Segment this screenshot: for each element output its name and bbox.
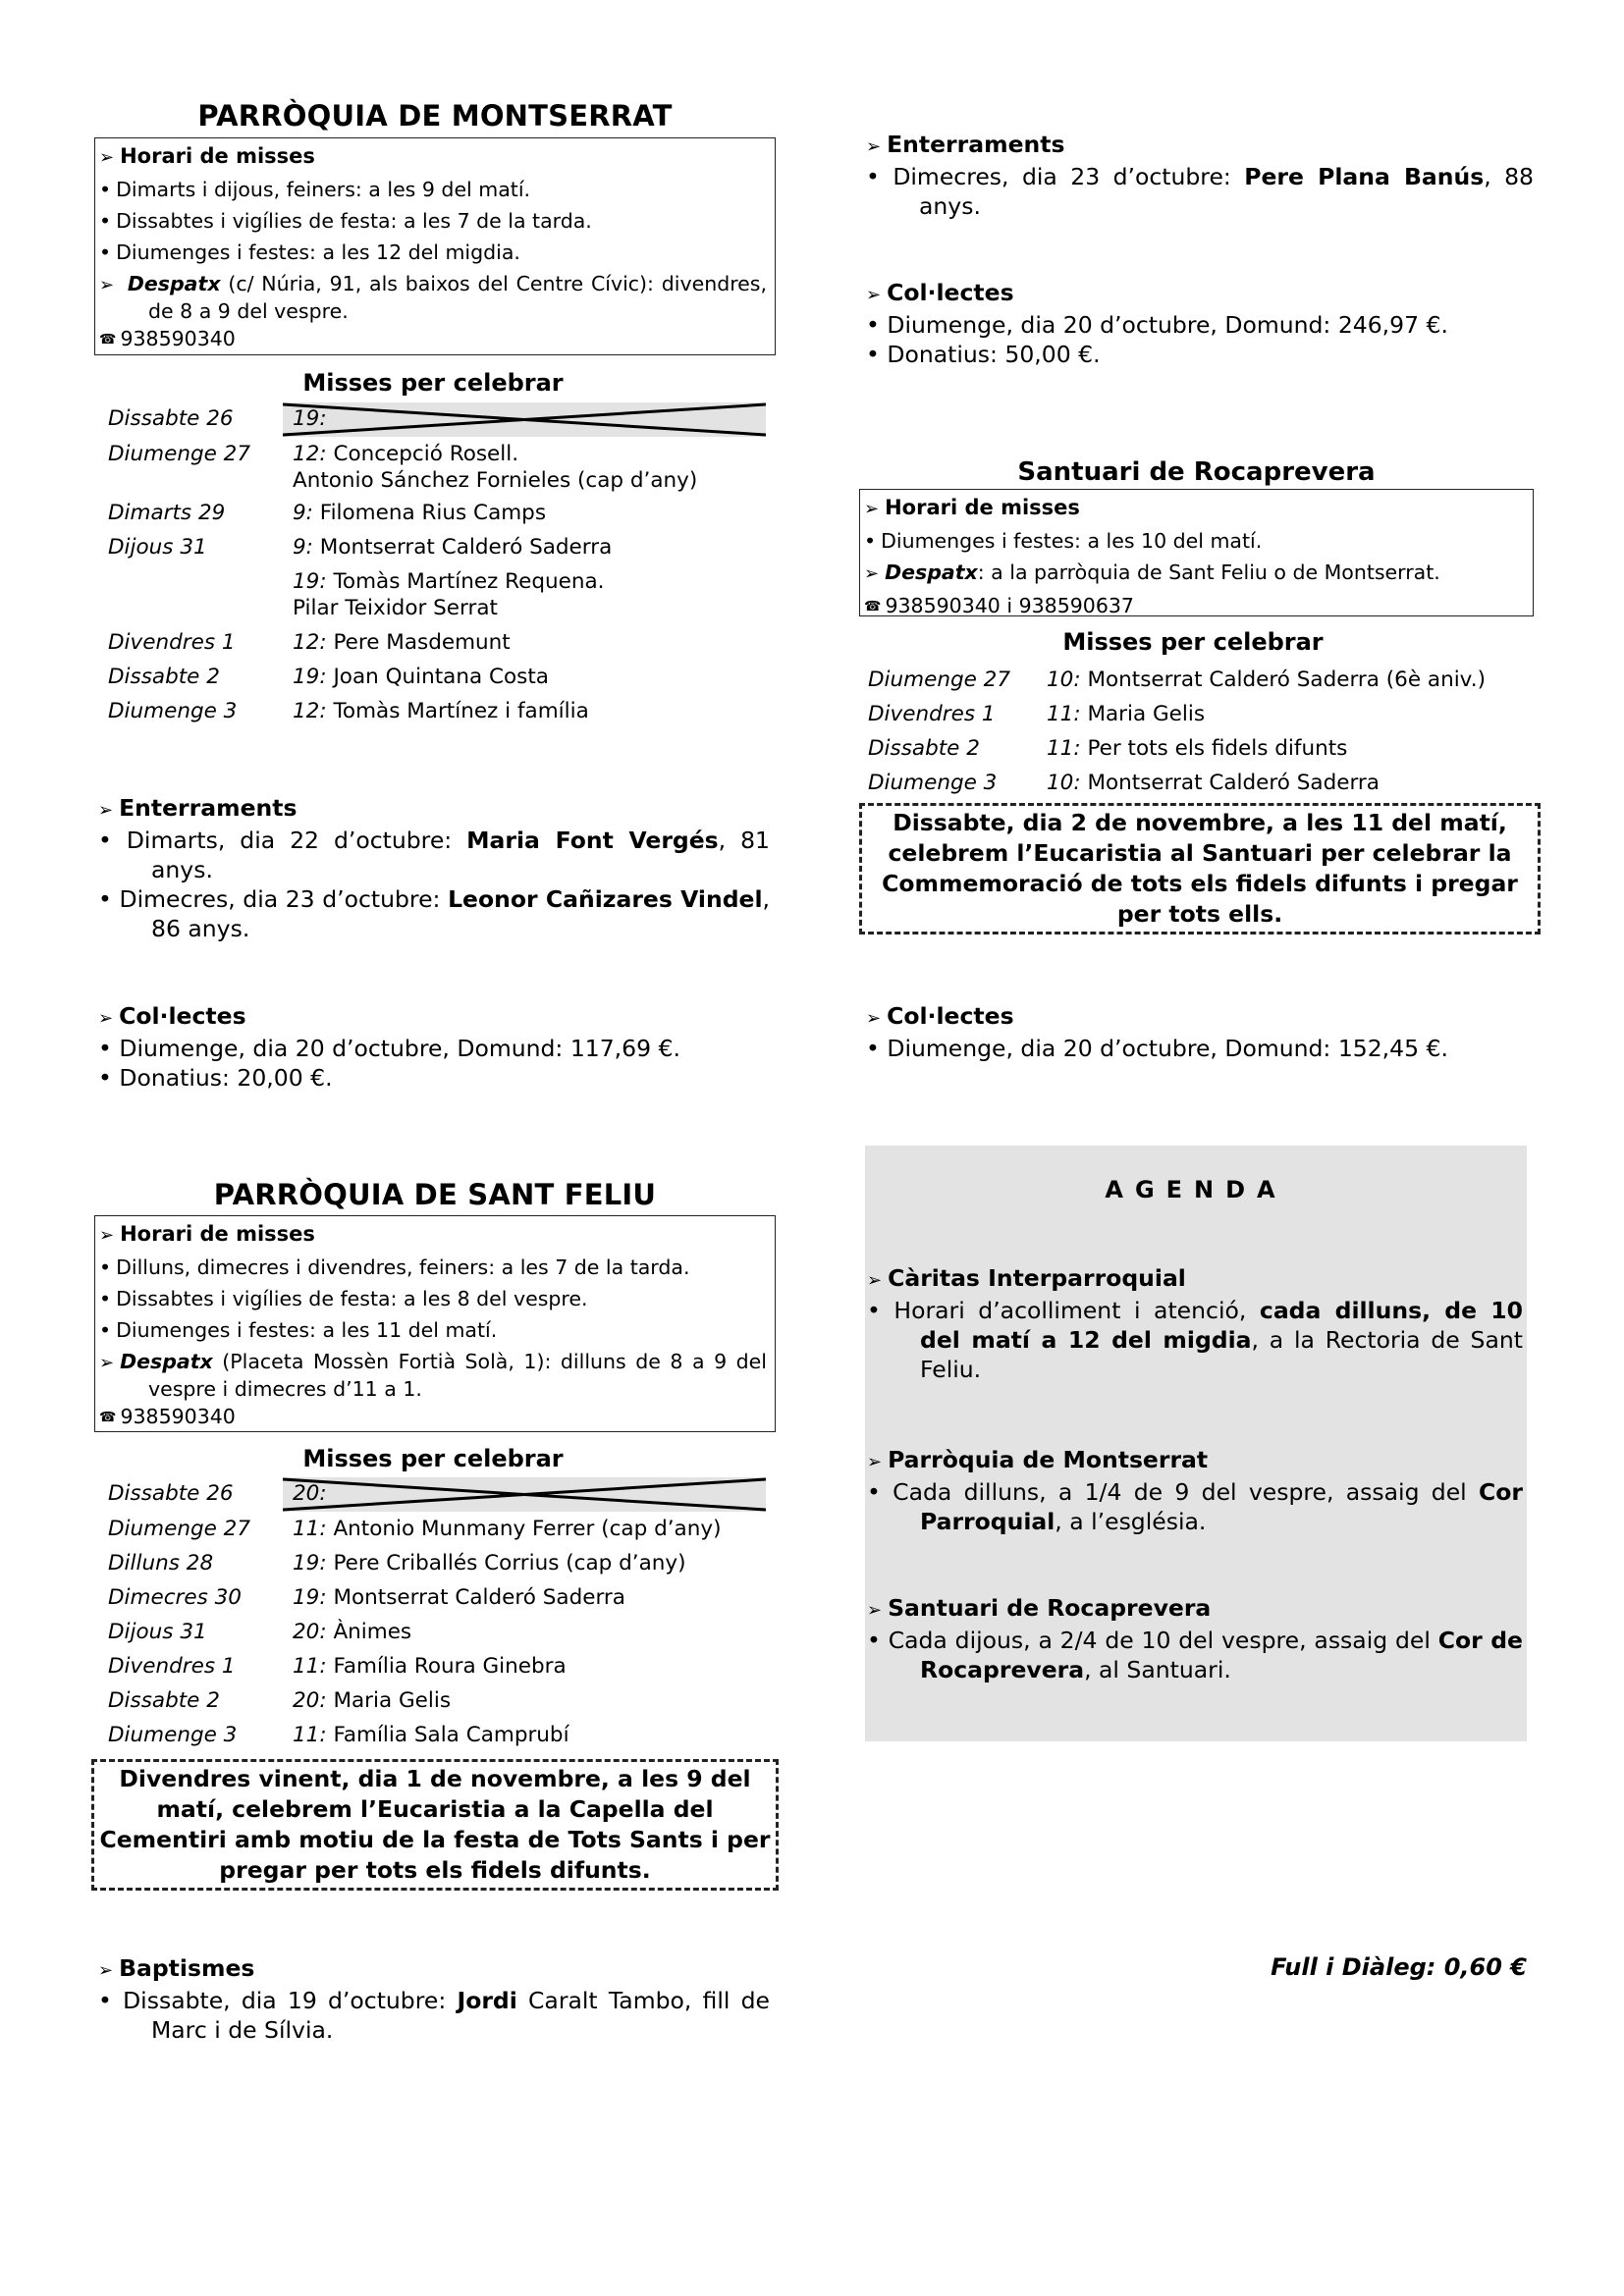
mass-entry	[293, 440, 518, 469]
mass-row	[868, 700, 996, 729]
mass-time: 11:	[1047, 702, 1081, 726]
mass-time: 19:	[293, 569, 327, 594]
collections-heading-text: Col·lectes	[119, 1002, 246, 1030]
agenda-item-text: • Cada dilluns, a 1/4 de 9 del vespre, assaig del Cor Parroquial, a l’església.	[867, 1478, 1523, 1535]
mass-intention: Montserrat Calderó Saderra (6è aniv.)	[1080, 667, 1486, 692]
arrowhead-bullet-icon: ➢	[99, 1225, 115, 1246]
mass-entry	[293, 697, 589, 726]
agenda-text-bold: cada dilluns, de 10 del matí a 12 del migdia	[920, 1297, 1523, 1354]
mass-row	[108, 1549, 213, 1578]
mass-intention: Antonio Sánchez Fornieles (cap d’any)	[293, 468, 698, 493]
mass-intention: Antonio Munmany Ferrer (cap d’any)	[326, 1517, 722, 1541]
bullet-icon: •	[99, 1318, 112, 1342]
mass-intention: Tomàs Martínez i família	[326, 699, 589, 723]
collection-item: • Diumenge, dia 20 d’octubre, Domund: 117,69 €.	[98, 1035, 680, 1062]
mass-entry	[293, 663, 549, 692]
mass-row	[108, 1721, 237, 1750]
agenda-item-heading-text: Càritas Interparroquial	[888, 1264, 1186, 1292]
mass-day: Dijous 31	[108, 535, 207, 560]
bullet-icon: •	[99, 209, 112, 233]
mass-day: Dissabte 2	[108, 1688, 220, 1713]
agenda-item	[867, 1593, 1523, 1684]
mass-entry	[1047, 666, 1486, 695]
arrowhead-bullet-icon: ➢	[98, 800, 114, 821]
mass-intention: Pere Criballés Corrius (cap d’any)	[326, 1551, 686, 1575]
arrowhead-bullet-icon: ➢	[98, 1960, 114, 1981]
bullet-icon: •	[99, 1255, 112, 1279]
burials-heading-text: Enterraments	[887, 131, 1065, 158]
arrowhead-bullet-icon: ➢	[99, 275, 115, 295]
rocaprevera-notice	[859, 803, 1541, 934]
schedule-line	[99, 205, 775, 237]
schedule-line-text: Dissabtes i vigílies de festa: a les 8 del vespre.	[116, 1287, 588, 1310]
mass-row	[868, 734, 980, 764]
agenda-text: , al Santuari.	[1084, 1656, 1231, 1683]
agenda-text: Cada dilluns, a 1/4 de 9 del vespre, assaig del	[893, 1478, 1480, 1506]
mass-day: Diumenge 27	[868, 667, 1011, 692]
arrowhead-bullet-icon: ➢	[867, 1452, 883, 1472]
montserrat-masses-title: Misses per celebrar	[302, 369, 564, 397]
arrowhead-bullet-icon: ➢	[866, 1008, 882, 1029]
mass-day: Dimarts 29	[108, 501, 226, 525]
mass-row	[108, 1652, 236, 1682]
collection-text: Diumenge, dia 20 d’octubre, Domund: 117,69 €.	[119, 1035, 680, 1062]
burial-item: • Dimecres, dia 23 d’octubre: Leonor Cañizares Vindel, 86 anys.	[98, 885, 771, 942]
montserrat-burials	[98, 793, 770, 943]
mass-intention: Concepció Rosell.	[326, 442, 519, 466]
mass-entry	[293, 533, 612, 562]
mass-intention: Per tots els fidels difunts	[1080, 736, 1348, 761]
mass-intention: Tomàs Martínez Requena.	[326, 569, 605, 594]
office-label: Despatx	[127, 272, 221, 295]
montserrat-title: PARRÒQUIA DE MONTSERRAT	[197, 99, 673, 133]
agenda-text: , a l’església.	[1055, 1508, 1207, 1535]
mass-row	[108, 1515, 250, 1544]
bulletin-price: Full i Diàleg: 0,60 €	[1271, 1953, 1527, 1981]
mass-entry-cont	[293, 466, 697, 496]
agenda-text-bold: Cor de Rocaprevera	[920, 1627, 1523, 1683]
mass-time: 20:	[293, 1620, 327, 1644]
phone-icon: ☎	[99, 332, 117, 347]
mass-day: Dissabte 26	[108, 1481, 234, 1506]
agenda-text: , a la Rectoria de Sant Feliu.	[920, 1326, 1523, 1383]
schedule-heading	[99, 1218, 775, 1252]
mass-row	[868, 666, 1010, 695]
phone-line	[99, 324, 775, 354]
mass-intention: Joan Quintana Costa	[326, 665, 549, 689]
office-hours	[99, 1346, 775, 1402]
burials-heading-text: Enterraments	[119, 794, 298, 822]
mass-row	[868, 769, 997, 798]
mass-entry	[293, 1686, 451, 1716]
rocaprevera-title: Santuari de Rocaprevera	[1017, 457, 1376, 487]
arrowhead-bullet-icon: ➢	[866, 136, 882, 157]
phone-line	[864, 590, 1533, 622]
mass-day: Diumenge 3	[868, 771, 998, 795]
mass-entry	[293, 1721, 569, 1750]
notice-text: Divendres vinent, dia 1 de novembre, a les 9 del matí, celebrem l’Eucaristia a la Capella del Cementiri amb motiu de la festa de Tots Sants i per pregar per tots els fidels difunts.	[99, 1765, 771, 1884]
mass-entry	[293, 499, 546, 528]
cross-out-mark	[283, 402, 766, 437]
notice-text: Dissabte, dia 2 de novembre, a les 11 del matí, celebrem l’Eucaristia al Santuari per celebrar la Commemoració de tots els fidels difunts i pregar per tots ells.	[882, 809, 1518, 928]
mass-time: 20:	[293, 1688, 327, 1713]
bullet-icon: •	[864, 529, 877, 553]
mass-intention: Família Roura Ginebra	[326, 1654, 567, 1679]
collections-continued	[866, 278, 1534, 369]
agenda-item-heading	[867, 1263, 1523, 1296]
mass-entry	[1047, 769, 1380, 798]
mass-intention: Maria Gelis	[326, 1688, 452, 1713]
mass-day: Divendres 1	[108, 1654, 236, 1679]
mass-row	[108, 1618, 207, 1647]
burial-date: Dimarts, dia 22 d’octubre:	[126, 827, 467, 854]
mass-entry	[293, 404, 327, 434]
baptism-name: Jordi	[457, 1987, 517, 2014]
rocaprevera-masses-title: Misses per celebrar	[1062, 628, 1324, 656]
mass-entry	[293, 628, 511, 658]
schedule-line-text: Dilluns, dimecres i divendres, feiners: a les 7 de la tarda.	[116, 1255, 690, 1279]
office-text: : a la parròquia de Sant Feliu o de Montserrat.	[977, 561, 1440, 584]
collections-heading-text: Col·lectes	[887, 279, 1014, 306]
mass-day: Dimecres 30	[108, 1585, 242, 1610]
mass-row	[108, 404, 234, 434]
arrowhead-bullet-icon: ➢	[98, 1008, 114, 1029]
burial-name: Pere Plana Banús	[1244, 163, 1485, 190]
schedule-line-text: Diumenges i festes: a les 12 del migdia.	[116, 240, 520, 264]
mass-entry	[293, 1549, 686, 1578]
bullet-icon: •	[99, 178, 112, 201]
baptism-item: • Dissabte, dia 19 d’octubre: Jordi Caralt Tambo, fill de Marc i de Sílvia.	[98, 1987, 770, 2044]
collections-heading	[866, 1001, 1534, 1034]
sant-feliu-schedule-box	[94, 1215, 776, 1432]
agenda-panel	[865, 1146, 1527, 1741]
baptisms	[98, 1953, 770, 2045]
schedule-line-text: Dimarts i dijous, feiners: a les 9 del matí.	[116, 178, 531, 201]
mass-time: 12:	[293, 630, 327, 655]
schedule-line-text: Diumenges i festes: a les 10 del matí.	[881, 529, 1263, 553]
mass-row	[108, 1583, 242, 1613]
collection-item: • Donatius: 20,00 €.	[98, 1064, 333, 1092]
mass-entry	[1047, 734, 1347, 764]
mass-row	[108, 1686, 220, 1716]
mass-row	[108, 697, 237, 726]
mass-day: Diumenge 3	[108, 1723, 238, 1747]
arrowhead-bullet-icon: ➢	[867, 1600, 883, 1621]
sant-feliu-masses-title: Misses per celebrar	[302, 1445, 564, 1472]
office-text: (Placeta Mossèn Fortià Solà, 1): dilluns de 8 a 9 del vespre i dimecres d’11 a 1.	[148, 1350, 767, 1401]
schedule-heading	[864, 492, 1533, 525]
mass-entry	[1047, 700, 1205, 729]
burial-date: Dimecres, dia 23 d’octubre:	[893, 163, 1245, 190]
mass-entry	[293, 1652, 567, 1682]
mass-row	[108, 663, 220, 692]
phone-number: 938590340 i 938590637	[885, 594, 1134, 617]
arrowhead-bullet-icon: ➢	[99, 1353, 115, 1373]
mass-intention: Filomena Rius Camps	[312, 501, 547, 525]
mass-day: Divendres 1	[868, 702, 996, 726]
mass-intention: Montserrat Calderó Saderra	[1080, 771, 1380, 795]
agenda-title: AGENDA	[1105, 1176, 1287, 1203]
schedule-line	[864, 525, 1533, 557]
rocaprevera-schedule-box	[859, 489, 1534, 616]
office-hours	[99, 268, 775, 324]
arrowhead-bullet-icon: ➢	[867, 1270, 883, 1291]
burial-item: • Dimarts, dia 22 d’octubre: Maria Font Vergés, 81 anys.	[98, 827, 770, 883]
mass-entry	[293, 1583, 625, 1613]
agenda-item-heading-text: Parròquia de Montserrat	[888, 1446, 1209, 1473]
agenda-item	[867, 1445, 1523, 1536]
mass-time: 19:	[293, 1551, 327, 1575]
burial-age: , 86 anys.	[151, 885, 771, 942]
mass-day: Dilluns 28	[108, 1551, 214, 1575]
cancelled-mass-row	[283, 1477, 766, 1512]
mass-time: 12:	[293, 699, 327, 723]
schedule-line	[99, 1283, 775, 1314]
agenda-item-heading	[867, 1593, 1523, 1626]
bullet-icon: •	[99, 240, 112, 264]
collections-heading	[866, 278, 1534, 310]
mass-row	[108, 628, 236, 658]
mass-row	[108, 533, 207, 562]
agenda-item-text: • Horari d’acolliment i atenció, cada dilluns, de 10 del matí a 12 del migdia, a la Rectoria de Sant Feliu.	[867, 1297, 1523, 1383]
mass-entry	[293, 1618, 411, 1647]
agenda-item-text: • Cada dijous, a 2/4 de 10 del vespre, assaig del Cor de Rocaprevera, al Santuari.	[867, 1627, 1523, 1683]
mass-time: 10:	[1047, 667, 1081, 692]
mass-time: 11:	[293, 1654, 327, 1679]
mass-time: 11:	[293, 1517, 327, 1541]
schedule-line-text: Diumenges i festes: a les 11 del matí.	[116, 1318, 498, 1342]
mass-day: Dissabte 2	[108, 665, 220, 689]
phone-number: 938590340	[120, 327, 236, 350]
montserrat-burials-continued	[866, 130, 1534, 221]
collection-item: • Diumenge, dia 20 d’octubre, Domund: 152,45 €.	[866, 1035, 1448, 1062]
mass-day: Dissabte 26	[108, 406, 234, 431]
mass-day: Diumenge 27	[108, 442, 251, 466]
phone-icon: ☎	[864, 599, 882, 614]
schedule-heading-text: Horari de misses	[885, 496, 1080, 519]
mass-entry	[293, 1515, 721, 1544]
office-hours	[864, 557, 1533, 590]
mass-time: 12:	[293, 442, 327, 466]
collection-text: Donatius: 20,00 €.	[119, 1064, 333, 1092]
mass-time: 11:	[293, 1723, 327, 1747]
burial-name: Maria Font Vergés	[466, 827, 719, 854]
phone-number: 938590340	[120, 1405, 236, 1428]
mass-intention: Ànimes	[326, 1620, 412, 1644]
burials-heading	[866, 130, 1534, 162]
arrowhead-bullet-icon: ➢	[864, 563, 880, 584]
collections-heading-text: Col·lectes	[887, 1002, 1014, 1030]
collection-item: • Diumenge, dia 20 d’octubre, Domund: 246,97 €.	[866, 311, 1448, 339]
collection-item: • Donatius: 50,00 €.	[866, 341, 1101, 368]
sant-feliu-title: PARRÒQUIA DE SANT FELIU	[213, 1178, 657, 1211]
mass-day: Diumenge 27	[108, 1517, 251, 1541]
agenda-item-heading	[867, 1445, 1523, 1477]
mass-row	[108, 1479, 234, 1509]
mass-entry	[293, 1479, 327, 1509]
schedule-line	[99, 1252, 775, 1283]
mass-time: 11:	[1047, 736, 1081, 761]
schedule-heading-text: Horari de misses	[120, 1222, 315, 1246]
burial-date: Dimecres, dia 23 d’octubre:	[119, 885, 449, 913]
mass-time: 19:	[293, 406, 327, 431]
office-label: Despatx	[120, 1350, 213, 1373]
mass-intention: Pere Masdemunt	[326, 630, 511, 655]
rocaprevera-collections	[866, 1001, 1534, 1063]
bullet-icon: •	[99, 1287, 112, 1310]
mass-day: Diumenge 3	[108, 699, 238, 723]
arrowhead-bullet-icon: ➢	[864, 499, 880, 519]
cross-out-mark	[283, 1477, 766, 1512]
montserrat-schedule-box	[94, 137, 776, 355]
collection-text: Diumenge, dia 20 d’octubre, Domund: 152,45 €.	[887, 1035, 1448, 1062]
burial-age: , 81 anys.	[151, 827, 770, 883]
phone-icon: ☎	[99, 1410, 117, 1425]
mass-intention: Montserrat Calderó Saderra	[326, 1585, 625, 1610]
baptism-details: Caralt Tambo, fill de Marc i de Sílvia.	[151, 1987, 770, 2044]
mass-time: 9:	[293, 501, 313, 525]
mass-day: Dijous 31	[108, 1620, 207, 1644]
mass-day: Dissabte 2	[868, 736, 980, 761]
mass-time: 20:	[293, 1481, 327, 1506]
mass-intention: Pilar Teixidor Serrat	[293, 596, 498, 620]
mass-time: 19:	[293, 1585, 327, 1610]
baptisms-heading-text: Baptismes	[119, 1954, 255, 1982]
mass-intention: Montserrat Calderó Saderra	[312, 535, 613, 560]
office-label: Despatx	[885, 561, 978, 584]
mass-time: 19:	[293, 665, 327, 689]
mass-entry	[293, 567, 605, 597]
collection-text: Diumenge, dia 20 d’octubre, Domund: 246,97 €.	[887, 311, 1448, 339]
montserrat-collections	[98, 1001, 770, 1093]
agenda-item-heading-text: Santuari de Rocaprevera	[888, 1594, 1212, 1622]
sant-feliu-notice	[91, 1759, 779, 1891]
mass-intention: Família Sala Camprubí	[326, 1723, 569, 1747]
agenda-item	[867, 1263, 1523, 1384]
mass-row	[108, 440, 250, 469]
collections-heading	[98, 1001, 770, 1034]
schedule-line	[99, 174, 775, 205]
mass-day: Divendres 1	[108, 630, 236, 655]
burials-heading	[98, 793, 770, 826]
burial-item: • Dimecres, dia 23 d’octubre: Pere Plana Banús, 88 anys.	[866, 163, 1535, 220]
schedule-line-text: Dissabtes i vigílies de festa: a les 7 de la tarda.	[116, 209, 592, 233]
schedule-heading	[99, 140, 775, 174]
baptisms-heading	[98, 1953, 770, 1986]
burial-name: Leonor Cañizares Vindel	[448, 885, 763, 913]
mass-time: 9:	[293, 535, 313, 560]
burial-age: , 88 anys.	[919, 163, 1535, 220]
schedule-line	[99, 1314, 775, 1346]
office-text: (c/ Núria, 91, als baixos del Centre Cívic): divendres, de 8 a 9 del vespre.	[148, 272, 767, 323]
baptism-date: Dissabte, dia 19 d’octubre:	[123, 1987, 458, 2014]
mass-entry-cont	[293, 594, 498, 623]
collection-text: Donatius: 50,00 €.	[887, 341, 1101, 368]
agenda-text: Horari d’acolliment i atenció,	[893, 1297, 1260, 1324]
cancelled-mass-row	[283, 402, 766, 437]
arrowhead-bullet-icon: ➢	[866, 285, 882, 305]
schedule-heading-text: Horari de misses	[120, 144, 315, 168]
mass-row	[108, 499, 225, 528]
phone-line	[99, 1402, 775, 1432]
agenda-text: Cada dijous, a 2/4 de 10 del vespre, assaig del	[888, 1627, 1438, 1654]
schedule-line	[99, 237, 775, 268]
agenda-text-bold: Cor Parroquial	[920, 1478, 1523, 1535]
arrowhead-bullet-icon: ➢	[99, 147, 115, 168]
mass-intention: Maria Gelis	[1080, 702, 1206, 726]
mass-time: 10:	[1047, 771, 1081, 795]
